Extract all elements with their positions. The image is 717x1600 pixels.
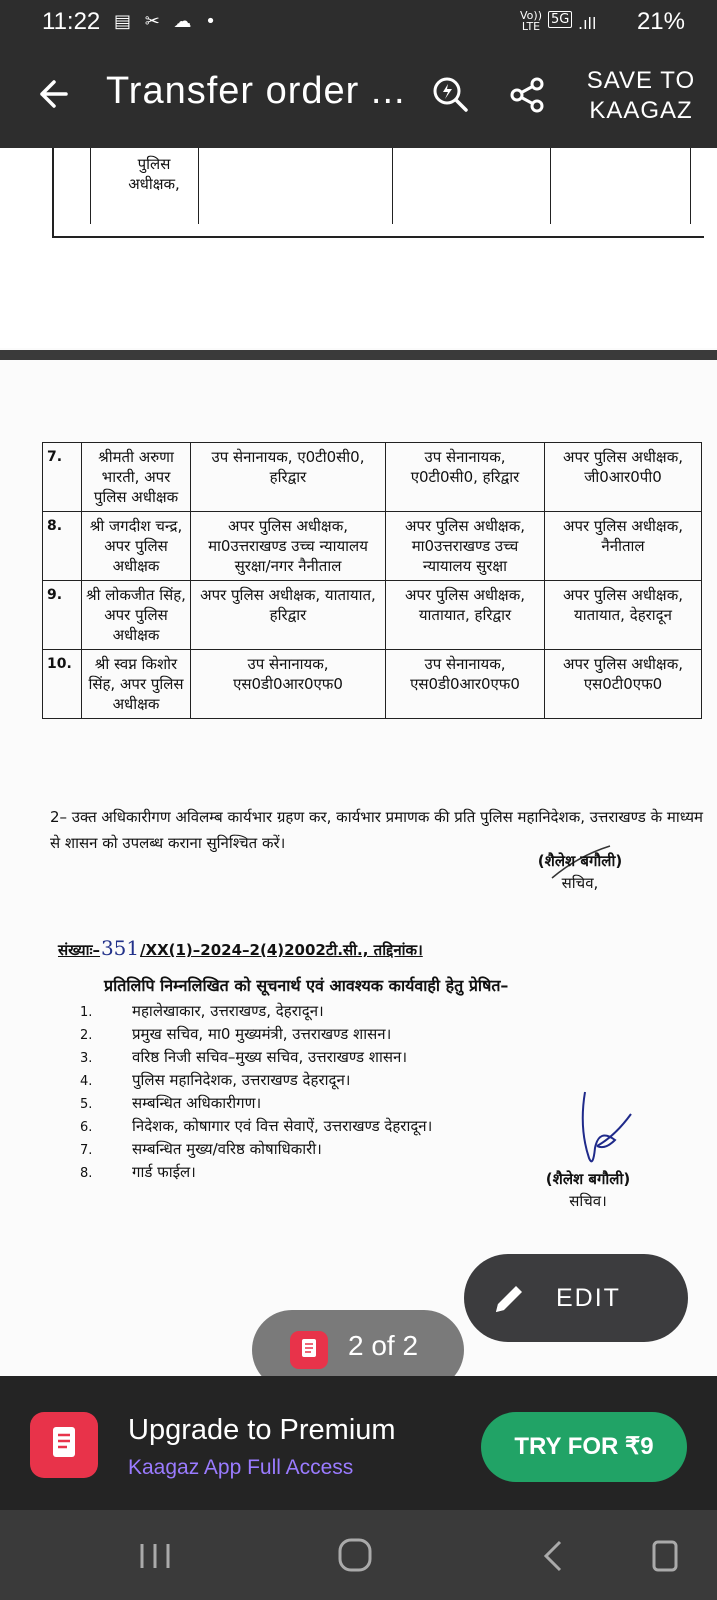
signal-icon: .ıll [578, 14, 597, 33]
reference-handwritten-number: 351 [100, 936, 140, 960]
magic-search-icon[interactable] [430, 74, 470, 114]
paragraph-2: 2– उक्त अधिकारीगण अविलम्ब कार्यभार ग्रहण कर, कार्यभार प्रमाणक की प्रति पुलिस महानिदेशक, उत्तराखण्ड के माध्यम से शासन को उपलब्ध कराना सुनिश्चित करें। [50, 808, 704, 852]
list-item [80, 1138, 432, 1161]
list-text: निदेशक, कोषागार एवं वित्त सेवाऐं, उत्तराखण्ड देहरादून। [132, 1117, 433, 1135]
table-divider [392, 148, 393, 224]
home-icon[interactable] [330, 1534, 380, 1578]
page-separator [0, 350, 717, 360]
signatory-2 [528, 1168, 648, 1212]
edit-label: EDIT [556, 1284, 621, 1312]
officer-name: श्री लोकजीत सिंह, अपर पुलिस अधीक्षक [82, 581, 191, 650]
page-indicator-text: 2 of 2 [348, 1330, 419, 1361]
save-label-line2: KAAGAZ [589, 97, 693, 124]
list-item [80, 1069, 432, 1092]
row-number: 8. [43, 512, 82, 581]
list-number: 3. [80, 1051, 93, 1066]
table-divider [198, 148, 199, 224]
list-number: 8. [80, 1166, 93, 1181]
kaagaz-app-icon [30, 1412, 98, 1478]
signatory-2-designation: सचिव। [569, 1192, 607, 1210]
copy-list [80, 1000, 432, 1184]
reference-prefix: संख्याः– [58, 941, 101, 959]
5g-indicator: 5G [548, 11, 572, 28]
document-viewer[interactable] [0, 148, 717, 1376]
list-item [80, 1092, 432, 1115]
list-item [80, 1115, 432, 1138]
new-post: अपर पुलिस अधीक्षक, नैनीताल [545, 512, 702, 581]
table-row [43, 650, 702, 719]
table-divider [690, 148, 691, 224]
kaagaz-logo-icon [290, 1331, 328, 1369]
try-premium-button[interactable]: TRY FOR ₹9 [481, 1412, 687, 1482]
list-number: 4. [80, 1074, 93, 1089]
row-number: 9. [43, 581, 82, 650]
list-text: सम्बन्धित मुख्य/वरिष्ठ कोषाधिकारी। [132, 1140, 322, 1158]
row-number: 10. [43, 650, 82, 719]
list-text: प्रमुख सचिव, मा0 मुख्यमंत्री, उत्तराखण्ड शासन। [132, 1025, 392, 1043]
list-text: महालेखाकार, उत्तराखण्ड, देहरादून। [132, 1002, 324, 1020]
table-row [43, 581, 702, 650]
signatory-1-designation: सचिव, [561, 874, 599, 892]
reference-number [58, 936, 423, 960]
from-post: अपर पुलिस अधीक्षक, यातायात, हरिद्वार [386, 581, 545, 650]
back-arrow-icon[interactable] [32, 74, 76, 118]
officer-name: श्री जगदीश चन्द्र, अपर पुलिस अधीक्षक [82, 512, 191, 581]
list-text: सम्बन्धित अधिकारीगण। [132, 1094, 262, 1112]
table-row [43, 443, 702, 512]
volte-indicator: Vo)) LTE [520, 9, 542, 33]
list-item [80, 1000, 432, 1023]
table-row [43, 512, 702, 581]
list-item [80, 1023, 432, 1046]
from-post: अपर पुलिस अधीक्षक, मा0उत्तराखण्ड उच्च न्यायालय सुरक्षा [386, 512, 545, 581]
list-number: 5. [80, 1097, 93, 1112]
notification-icons: ▤ ✂ ☁ • [114, 11, 220, 32]
signatory-2-name: (शैलेश बगौली) [545, 1170, 631, 1188]
list-item [80, 1046, 432, 1069]
back-nav-icon[interactable] [530, 1534, 580, 1578]
copy-heading: प्रतिलिपि निम्नलिखित को सूचनार्थ एवं आवश्यक कार्यवाही हेतु प्रेषित– [104, 976, 509, 995]
page-1-cell-text: पुलिस अधीक्षक, [128, 155, 180, 193]
list-text: पुलिस महानिदेशक, उत्तराखण्ड देहरादून। [132, 1071, 351, 1089]
current-post: अपर पुलिस अधीक्षक, मा0उत्तराखण्ड उच्च न्यायालय सुरक्षा/नगर नैनीताल [191, 512, 386, 581]
new-post: अपर पुलिस अधीक्षक, यातायात, देहरादून [545, 581, 702, 650]
new-post: अपर पुलिस अधीक्षक, जी0आर0पी0 [545, 443, 702, 512]
from-post: उप सेनानायक, एस0डी0आर0एफ0 [386, 650, 545, 719]
signatory-1 [520, 850, 640, 894]
current-post: उप सेनानायक, एस0डी0आर0एफ0 [191, 650, 386, 719]
save-label-line1: SAVE TO [586, 67, 696, 94]
list-text: वरिष्ठ निजी सचिव–मुख्य सचिव, उत्तराखण्ड शासन। [132, 1048, 408, 1066]
system-nav-bar [0, 1510, 717, 1600]
app-bar [0, 46, 717, 148]
officer-name: श्री स्वप्न किशोर सिंह, अपर पुलिस अधीक्षक [82, 650, 191, 719]
edit-button[interactable] [464, 1254, 688, 1342]
recent-apps-icon[interactable] [130, 1534, 180, 1578]
list-item [80, 1161, 432, 1184]
premium-title: Upgrade to Premium [128, 1414, 396, 1446]
signature-2 [575, 1088, 635, 1178]
table-divider [550, 148, 551, 224]
battery-level: 21% [636, 8, 685, 35]
save-to-kaagaz-button[interactable] [586, 66, 696, 126]
list-number: 6. [80, 1120, 93, 1135]
officer-name: श्रीमती अरुणा भारती, अपर पुलिस अधीक्षक [82, 443, 191, 512]
reference-suffix: /XX(1)–2024–2(4)2002टी.सी., तद्दिनांक। [140, 941, 423, 959]
current-post: उप सेनानायक, ए0टी0सी0, हरिद्वार [191, 443, 386, 512]
from-post: उप सेनानायक, ए0टी0सी0, हरिद्वार [386, 443, 545, 512]
page-1-fragment [0, 148, 717, 348]
list-number: 1. [80, 1005, 93, 1020]
pencil-icon [490, 1278, 530, 1318]
status-time: 11:22 [42, 8, 101, 35]
list-text: गार्ड फाईल। [132, 1163, 196, 1181]
current-post: अपर पुलिस अधीक्षक, यातायात, हरिद्वार [191, 581, 386, 650]
row-number: 7. [43, 443, 82, 512]
list-number: 2. [80, 1028, 93, 1043]
share-icon[interactable] [508, 76, 546, 114]
list-number: 7. [80, 1143, 93, 1158]
keyboard-toggle-icon[interactable] [646, 1534, 696, 1578]
status-bar [0, 0, 717, 46]
premium-banner[interactable] [0, 1376, 717, 1510]
transfer-table [42, 442, 702, 719]
table-divider [90, 148, 91, 224]
new-post: अपर पुलिस अधीक्षक, एस0टी0एफ0 [545, 650, 702, 719]
signatory-1-name: (शैलेश बगौली) [537, 852, 623, 870]
premium-subtitle: Kaagaz App Full Access [128, 1456, 354, 1479]
page-2 [0, 360, 717, 1376]
page-1-table-edge [52, 148, 704, 238]
document-title: Transfer order ... [106, 70, 406, 112]
